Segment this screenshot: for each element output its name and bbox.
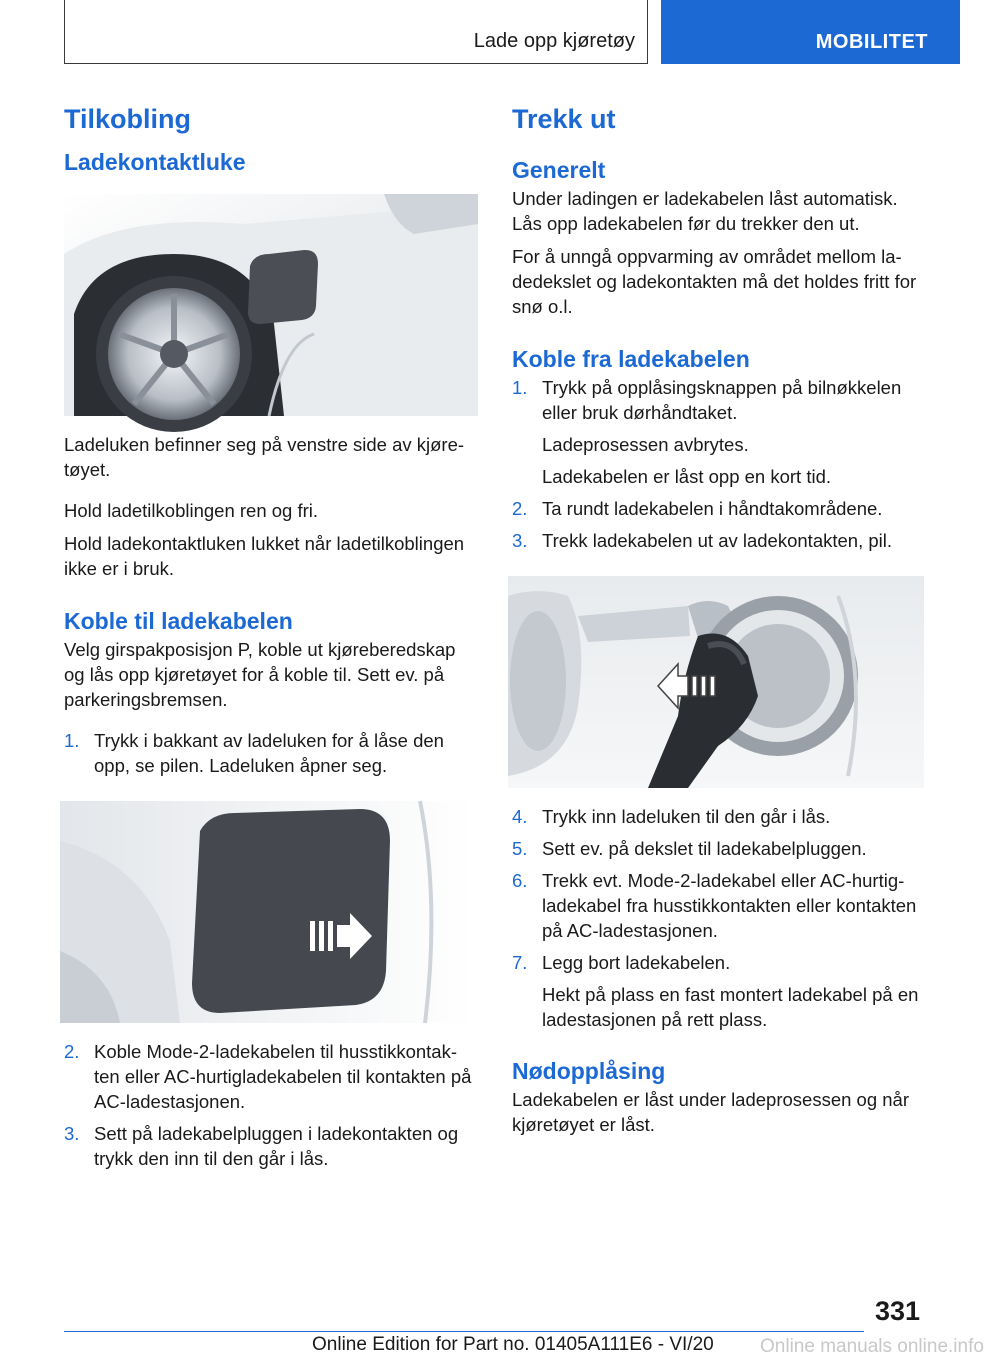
footer-watermark: Online manuals online.info bbox=[760, 1336, 984, 1357]
step-number: 1. bbox=[512, 377, 528, 398]
heading-connection: Tilkobling bbox=[64, 104, 191, 134]
footer-divider bbox=[64, 1331, 864, 1332]
paragraph-emergency-release: Ladekabelen er låst under ladeprosessen og når kjøretøyet er låst. bbox=[512, 1089, 910, 1135]
heading-disconnect-cable: Koble fra ladekabelen bbox=[512, 346, 750, 372]
mobility-tab[interactable] bbox=[661, 0, 960, 64]
step-text: Koble Mode-2-ladekabelen til husstikkontak-ten eller AC-hurtigladekabelen til kontakten på AC-ladestasjonen. bbox=[94, 1041, 472, 1112]
step-text: Trykk på opplåsingsknappen på bilnøkkelen eller bruk dørhåndtaket. bbox=[542, 377, 902, 423]
list-item bbox=[512, 868, 928, 943]
step-number: 1. bbox=[64, 730, 80, 751]
step-text: Trekk evt. Mode-2-ladekabel eller AC-hurtig-ladekabel fra husstikkontakten eller kontakten på AC-ladestasjonen. bbox=[542, 870, 917, 941]
mobility-tab-label: MOBILITET bbox=[815, 31, 928, 53]
list-item bbox=[512, 496, 928, 521]
step-text: Sett på ladekabelpluggen i ladekontakten og trykk den inn til den går i lås. bbox=[94, 1123, 459, 1169]
steps-disconnect-a bbox=[512, 375, 928, 553]
step-text: Trykk inn ladeluken til den går i lås. bbox=[542, 806, 831, 827]
step-number: 4. bbox=[512, 806, 528, 827]
step-number: 6. bbox=[512, 870, 528, 891]
step-text: Trykk i bakkant av ladeluken for å låse den opp, se pilen. Ladeluken åpner seg. bbox=[94, 730, 444, 776]
unplug-cable-arrow-image bbox=[508, 576, 924, 788]
list-item bbox=[64, 1121, 478, 1171]
list-item bbox=[512, 804, 928, 829]
paragraph-connect-prep: Velg girspakposisjon P, koble ut kjøreberedskap og lås opp kjøretøyet for å koble til. Sett ev. på parkeringsbremsen. bbox=[64, 639, 456, 710]
step-subtext: Ladekabelen er låst opp en kort tid. bbox=[542, 466, 831, 487]
list-item bbox=[512, 528, 928, 553]
right-column bbox=[512, 100, 928, 1137]
heading-charging-flap: Ladekontaktluke bbox=[64, 149, 246, 175]
paragraph-flap-location: Ladeluken befinner seg på venstre side av kjøre-tøyet. bbox=[64, 434, 465, 480]
footer-edition bbox=[312, 1334, 714, 1356]
step-text: Legg bort ladekabelen. bbox=[542, 952, 731, 973]
step-number: 2. bbox=[512, 498, 528, 519]
list-item bbox=[64, 1039, 478, 1114]
paragraph-auto-lock: Under ladingen er ladekabelen låst automatisk. Lås opp ladekabelen før du trekker den ut. bbox=[512, 188, 898, 234]
paragraph-keep-closed: Hold ladekontaktluken lukket når ladetilkoblingen ikke er i bruk. bbox=[64, 533, 465, 579]
heading-unplug: Trekk ut bbox=[512, 104, 616, 134]
heading-connect-cable: Koble til ladekabelen bbox=[64, 608, 293, 634]
step-subtext: Hekt på plass en fast montert ladekabel på en ladestasjonen på rett plass. bbox=[542, 984, 919, 1030]
list-item bbox=[512, 950, 928, 1032]
steps-connect-a bbox=[64, 728, 478, 778]
edition-text: Online Edition for Part no. 01405A111E6 - VI/20 bbox=[312, 1334, 714, 1355]
step-number: 5. bbox=[512, 838, 528, 859]
header-section-box bbox=[64, 0, 648, 64]
paragraph-prevent-heating: For å unngå oppvarming av området mellom la-dedekslet og ladekontakten må det holdes fritt for snø o.l. bbox=[512, 246, 917, 317]
paragraph-keep-clean: Hold ladetilkoblingen ren og fri. bbox=[64, 500, 319, 521]
section-title: Lade opp kjøretøy bbox=[473, 30, 635, 52]
left-column bbox=[64, 100, 478, 1178]
step-number: 2. bbox=[64, 1041, 80, 1062]
step-subtext: Ladeprosessen avbrytes. bbox=[542, 434, 749, 455]
step-number: 3. bbox=[512, 530, 528, 551]
heading-emergency-release: Nødopplåsing bbox=[512, 1058, 666, 1084]
steps-connect-b bbox=[64, 1039, 478, 1171]
step-text: Sett ev. på dekslet til ladekabelpluggen. bbox=[542, 838, 867, 859]
steps-disconnect-b bbox=[512, 804, 928, 1032]
car-charging-flap-image bbox=[64, 194, 478, 416]
page-number: 331 bbox=[874, 1296, 920, 1326]
heading-general: Generelt bbox=[512, 157, 606, 183]
step-text: Ta rundt ladekabelen i håndtakområdene. bbox=[542, 498, 883, 519]
list-item bbox=[512, 836, 928, 861]
list-item bbox=[512, 375, 928, 489]
list-item bbox=[64, 728, 478, 778]
step-number: 7. bbox=[512, 952, 528, 973]
step-text: Trekk ladekabelen ut av ladekontakten, pil. bbox=[542, 530, 893, 551]
flap-press-arrow-image bbox=[60, 801, 474, 1023]
step-number: 3. bbox=[64, 1123, 80, 1144]
